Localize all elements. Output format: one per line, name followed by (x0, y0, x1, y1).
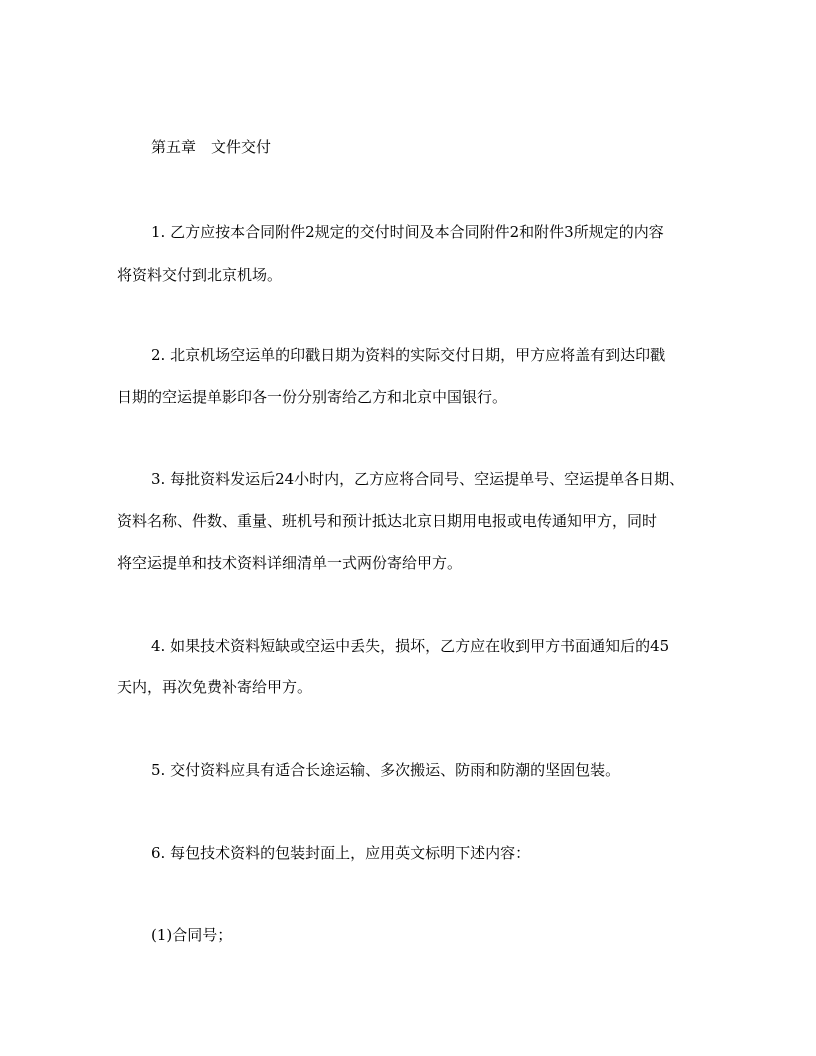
paragraph-6-line-1: 6. 每包技术资料的包装封面上，应用英文标明下述内容： (151, 844, 531, 862)
paragraph-4-line-2: 天内，再次免费补寄给甲方。 (117, 678, 313, 696)
paragraph-2-line-1: 2. 北京机场空运单的印戳日期为资料的实际交付日期，甲方应将盖有到达印戳 (151, 346, 666, 364)
paragraph-2-line-2: 日期的空运提单影印各一份分别寄给乙方和北京中国银行。 (117, 388, 508, 406)
paragraph-3-line-2: 资料名称、件数、重量、班机号和预计抵达北京日期用电报或电传通知甲方，同时 (117, 512, 658, 530)
paragraph-3-line-1: 3. 每批资料发运后24小时内，乙方应将合同号、空运提单号、空运提单各日期、 (151, 470, 685, 488)
paragraph-5-line-1: 5. 交付资料应具有适合长途运输、多次搬运、防雨和防潮的坚固包装。 (151, 761, 621, 779)
list-item-1: (1)合同号； (151, 926, 233, 944)
paragraph-1-line-2: 将资料交付到北京机场。 (117, 266, 283, 284)
chapter-title: 第五章 文件交付 (151, 138, 272, 156)
paragraph-3-line-3: 将空运提单和技术资料详细清单一式两份寄给甲方。 (117, 554, 463, 572)
paragraph-1-line-1: 1. 乙方应按本合同附件2规定的交付时间及本合同附件2和附件3所规定的内容 (151, 223, 664, 241)
paragraph-4-line-1: 4. 如果技术资料短缺或空运中丢失，损坏，乙方应在收到甲方书面通知后的45 (151, 637, 670, 655)
